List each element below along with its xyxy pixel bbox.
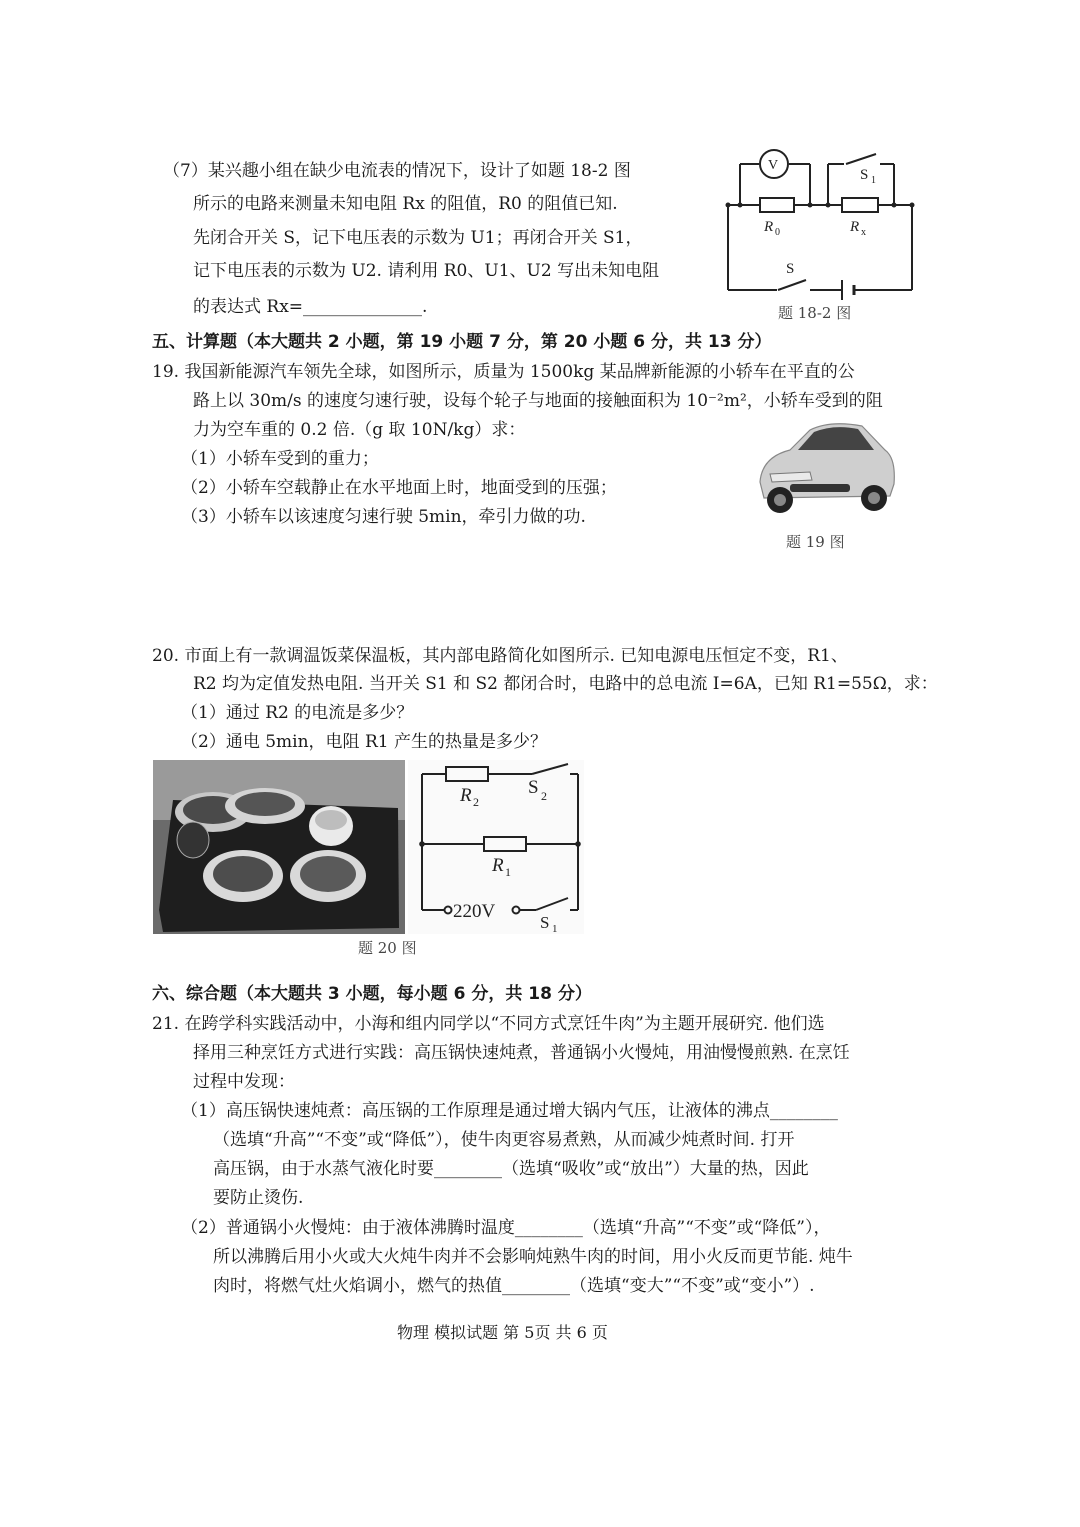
s1-label: S xyxy=(860,167,869,183)
circuit-figure-20 xyxy=(408,760,584,934)
q21-line-9: 所以沸腾后用小火或大火炖牛肉并不会影响炖熟牛肉的时间，用小火反而更节能. 炖牛 xyxy=(213,1247,853,1267)
q21-line-5: （选填“升高”“不变”或“降低”），使牛肉更容易煮熟，从而减少炖煮时间. 打开 xyxy=(213,1130,795,1150)
r2-sub: 2 xyxy=(473,795,479,809)
q18-line-5: 的表达式 Rx=______________. xyxy=(193,297,428,317)
s1-sub: 1 xyxy=(871,175,876,186)
q21-line-4: （1）高压锅快速炖煮：高压锅的工作原理是通过增大锅内气压，让液体的沸点________ xyxy=(181,1101,838,1121)
r2-label: R xyxy=(460,785,472,806)
q21-line-2: 择用三种烹饪方式进行实践：高压锅快速炖煮，普通锅小火慢炖，用油慢慢煎熟. 在烹饪 xyxy=(193,1043,850,1063)
q21-line-8: （2）普通锅小火慢炖：由于液体沸腾时温度________（选填“升高”“不变”或“降低”）， xyxy=(181,1218,831,1238)
r1-label: R xyxy=(492,855,504,876)
q18-line-1: （7）某兴趣小组在缺少电流表的情况下，设计了如题 18-2 图 xyxy=(163,161,631,181)
q20-line-4: （2）通电 5min，电阻 R1 产生的热量是多少？ xyxy=(181,732,547,752)
s1-sub-20: 1 xyxy=(552,923,558,934)
s-label: S xyxy=(786,261,795,277)
q19-line-5: （2）小轿车空载静止在水平地面上时，地面受到的压强； xyxy=(181,478,617,498)
q19-line-1: 19. 我国新能源汽车领先全球，如图所示，质量为 1500kg 某品牌新能源的小轿车在平直的公 xyxy=(152,362,855,382)
rx-sub: x xyxy=(861,227,866,238)
q19-line-4: （1）小轿车受到的重力； xyxy=(181,449,379,469)
page-footer: 物理 模拟试题 第 5页 共 6 页 xyxy=(397,1323,608,1342)
figure-18-2-caption: 题 18-2 图 xyxy=(778,304,852,322)
q19-line-2: 路上以 30m/s 的速度匀速行驶，设每个轮子与地面的接触面积为 10⁻²m²，小轿车受到的阻 xyxy=(193,391,883,411)
q21-line-7: 要防止烫伤. xyxy=(213,1188,304,1208)
q21-line-6: 高压锅，由于水蒸气液化时要________（选填“吸收”或“放出”）大量的热，因此 xyxy=(213,1159,809,1179)
q19-line-6: （3）小轿车以该速度匀速行驶 5min，牵引力做的功. xyxy=(181,507,586,527)
s2-label: S xyxy=(528,777,539,798)
section-6-heading: 六、综合题（本大题共 3 小题，每小题 6 分，共 18 分） xyxy=(152,984,592,1004)
figure-19-caption: 题 19 图 xyxy=(786,533,845,551)
q19-line-3: 力为空车重的 0.2 倍.（g 取 10N/kg）求： xyxy=(193,420,526,440)
r0-sub: 0 xyxy=(775,227,780,238)
r0-label: R xyxy=(764,219,774,235)
car-image xyxy=(750,412,900,522)
voltmeter-label: V xyxy=(768,158,779,173)
q18-line-4: 记下电压表的示数为 U2. 请利用 R0、U1、U2 写出未知电阻 xyxy=(193,261,660,281)
r1-sub: 1 xyxy=(505,865,511,879)
s1-label-20: S xyxy=(540,913,550,932)
q20-line-3: （1）通过 R2 的电流是多少？ xyxy=(181,703,414,723)
q18-line-2: 所示的电路来测量未知电阻 Rx 的阻值，R0 的阻值已知. xyxy=(193,194,618,214)
warming-board-photo xyxy=(153,760,405,934)
q21-line-1: 21. 在跨学科实践活动中，小海和组内同学以“不同方式烹饪牛肉”为主题开展研究. 他们选 xyxy=(152,1014,825,1034)
q21-line-10: 肉时，将燃气灶火焰调小，燃气的热值________（选填“变大”“不变”或“变小”）. xyxy=(213,1276,815,1296)
source-label: 220V xyxy=(453,901,496,922)
rx-label: R xyxy=(850,219,860,235)
q18-line-3: 先闭合开关 S，记下电压表的示数为 U1；再闭合开关 S1， xyxy=(193,228,643,248)
figure-20-caption: 题 20 图 xyxy=(358,939,417,957)
section-5-heading: 五、计算题（本大题共 2 小题，第 19 小题 7 分，第 20 小题 6 分，共 13 分） xyxy=(152,332,772,352)
s2-sub: 2 xyxy=(541,789,547,803)
q20-line-1: 20. 市面上有一款调温饭菜保温板，其内部电路简化如图所示. 已知电源电压恒定不变，R1、 xyxy=(152,646,848,666)
q21-line-3: 过程中发现： xyxy=(193,1072,295,1092)
circuit-figure-18-2 xyxy=(722,142,922,322)
q20-line-2: R2 均为定值发热电阻. 当开关 S1 和 S2 都闭合时，电路中的总电流 I=6A，已知 R1=55Ω，求： xyxy=(193,674,938,694)
